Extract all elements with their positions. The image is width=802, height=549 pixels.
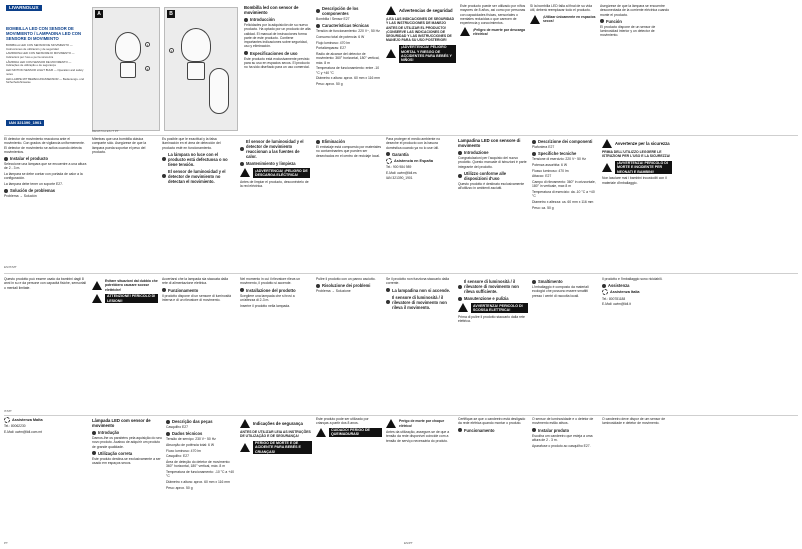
band-2 [4,137,798,270]
paragraph: Certifique-se que o candeeiro está desligado da rede elétrica quando montar o produto. [458,417,526,426]
problem-heading: El sensor de luminosidad y el detector de movimiento reaccionan a las fuentes de calor. [240,139,310,159]
cover-line: BOMBILLA LED CON SENSOR DE MOVIMIENTO — Instrucciones de utilización y de seguridad [6,43,73,51]
page-folio: ES/IT/MT [4,265,17,269]
spec-row: Consumo total de potencia: 6 W [316,34,365,39]
paragraph: Plafoniera E27 [532,145,555,149]
es-safety-column-2 [460,4,526,134]
bullet-icon [316,284,320,288]
paragraph: Este produto pode ser utilizado por crianças a partir dos 8 anos. [316,417,369,426]
it-function-column [162,277,234,414]
section-heading: Solución de problemas [4,188,88,193]
section-title: Bombilla led con sensor de movimiento [244,5,299,15]
spec-row: Campo di rilevamento: 360° in orizzontale, 180° in verticale, max 8 m [532,180,596,189]
warning-icon [602,163,612,172]
service-title: Assistenza Malta [4,417,88,423]
service-line: Tel.: 900 984 989 [386,165,412,170]
pt-install-column [532,417,598,546]
warning-icon [602,139,612,148]
bullet-icon [244,18,248,22]
service-line: E-Mail: owim@lidl.com.mt [4,429,42,434]
spec-row: Tensão de serviço: 230 V~ 50 Hz [166,437,216,442]
step: Aparafuse o produto ao casquilho E27. [532,443,591,448]
it-spec-column [532,137,598,270]
section-heading: Descrizione dei componenti [532,139,598,144]
spec-row: Attacco: E27 [532,174,552,179]
warning-icon [386,6,396,15]
section-heading: Smaltimento [532,279,598,284]
paragraph: Para proteger el medio ambiente no deseche el producto con la basura doméstica cuando ya no lo use útil. [386,137,441,150]
warning-icon [530,15,540,24]
service-line: E-Mail: owim@lidl.es [386,170,417,175]
es-intro-column [244,4,312,134]
paragraph: Questo prodotto è destinato esclusivamente all'utilizzo in ambienti asciutti. [458,181,525,191]
paragraph: Nel momento in cui il rilevatore rileva un movimento, il prodotto si accende. [240,277,301,286]
spec-row: Tensione di esercizio: 220 V~ 50 Hz [532,157,586,162]
bullet-icon [532,140,536,144]
cover-line: LÂMPADA LED COM SENSOR DE MOVIMENTO — Indicações de utilização e de segurança [6,59,72,68]
step: Inserire il prodotto nella lampada. [240,303,291,308]
bullet-icon [166,432,170,436]
service-block [4,417,88,434]
spec-row: Tensión de funcionamiento: 220 V~, 50 Hz [316,29,380,34]
bullet-icon [240,288,244,292]
paragraph: Questo prodotto può essere usato da bambini dagli 8 anni in su e da persone con capacità fisiche, sensoriali o mentali limitate. [4,277,86,290]
service-line: IAN 321390_1901 [386,176,413,181]
bullet-icon [316,140,320,144]
warning-heading: ¡Utilizar únicamente en espacios secos! [530,15,596,24]
callout-3: 3 [170,49,173,53]
warning-heading: ¡Peligro de muerte por descarga eléctrica! [460,27,526,36]
paragraph: Casquilho E27 [166,425,189,429]
step: La lámpara debe tener un soporte E27. [4,182,64,187]
service-title: Assistenza Italia [602,289,672,295]
bulb-drawing [115,32,141,62]
fold-divider [4,273,798,274]
spec-row: Área de deteção do detetor de movimento: 360° horizontal, 180° vertical, máx. 8 m [166,460,231,469]
bullet-icon [532,280,536,284]
step: La lámpara se debe contar con portada de calor a la configuración. [4,172,83,181]
section-heading: Función [600,19,670,24]
section-heading: Funzionamento [162,288,234,293]
service-icon [4,417,10,423]
callout-1: 1 [146,43,149,47]
warning-icon [386,49,396,58]
step: Seleccione una lámpara que se encuentre a una altura de 2 - 3 m. [4,162,87,171]
section-heading: Garantía [386,152,452,157]
section-heading: Utilizzo conforme alle disposizioni d'uso [458,171,528,181]
alert-label: PERIGO DE MORTE E DE ACIDENTE PARA BEBÉS E CRIANÇAS! [240,441,312,455]
bullet-icon [386,152,390,156]
pt-spec-column [166,417,236,546]
figure-panel-a [92,7,160,131]
page-folio: IT/MT [4,409,12,413]
es-maintenance-column [240,137,310,270]
section-heading: Eliminación [316,139,382,144]
spec-row: Absorção de potência total: 6 W [166,442,215,447]
bullet-icon [386,288,390,292]
panel-letter: B [167,10,175,18]
spec-row: Diâmetro x altura: aprox. 60 mm x 116 mm [166,480,231,485]
paragraph: Se il prodotto non funziona staccarlo dalla corrente. [386,277,449,286]
warning-icon [240,419,250,428]
es-function-column [600,4,670,134]
alert-label: ¡AVVERTENZA! PERICOLO DI MORTE E INCIDENTE PER NEONATI E BAMBINI! [602,161,672,175]
paragraph: Bombilla / Sensor E27 [316,17,350,21]
alert-label: ATTENZIONE! PERICOLO DI LESIONI! [92,294,158,304]
step: Escolha um candeeiro que esteja a uma altura de 2 - 3 m. [532,433,593,442]
section-heading: Características técnicas [316,23,382,28]
bullet-icon [162,174,166,178]
warning-heading: Advertencias de seguridad [386,6,456,15]
section-title: Lâmpada LED com sensor de movimento [92,418,151,428]
cover-language-list [6,44,84,86]
spec-row: Temperatura de funcionamiento: entre -10 °C y +40 °C [316,66,380,75]
brand-logo: LIVARNOLUX [6,5,42,11]
bullet-icon [458,285,462,289]
paragraph: El embalaje está compuesto por materiales no contaminantes que pueden ser desechados en el centro de reciclaje local. [316,145,382,158]
it-service-column [602,277,672,414]
problem-heading: La lámpara no luce con el producto está defectuosa o no tiene tensión. [162,152,234,167]
paragraph: Es posible que le exactitud y la falsa iluminación en el área de detección del producto esté en funcionamiento. [162,137,221,150]
es-install-column [4,137,88,270]
paragraph: L'imballaggio è composto da materiali ecologici che possono essere smaltiti presso i centri di raccolta locali. [532,285,589,298]
paragraph: Congratulazioni per l'acquisto del nuovo prodotto. Questo manuale di istruzioni è parte integrante del prodotto. [458,156,527,169]
it-maintenance-column [458,277,528,414]
cover-title: BOMBILLA LED CON SENSOR DE MOVIMIENTO / LAMPADINA LED CON SENSORE DI MOVIMENTO [6,26,82,41]
paragraph: ¡LEA LAS INDICACIONES DE SEGURIDAD Y LAS INSTRUCCIONES DE MANEJO ANTES DE UTILIZAR EL PRODUCTO! ¡CONSERVE LAS INDICACIONES DE SEGURIDAD Y LAS INSTRUCCIONES DE MANEJO PARA SU USO POSTERIOR! [386,17,455,43]
bullet-icon [240,147,244,151]
pt-intro-column [92,417,162,546]
bullet-icon [162,157,166,161]
section-heading: Descrição das peças [166,419,236,424]
alert-label: ¡ADVERTENCIA! ¡PELIGRO DE DESCARGA ELÉCTRICA! [240,168,310,178]
page-folio: PT [4,541,8,545]
section-heading: Funcionamento [458,428,528,433]
section-heading: Risoluzione dei problemi [316,283,382,288]
warning-icon [240,168,250,177]
section-heading: Utilização correta [92,451,162,456]
paragraph: Accertarsi che la lampada sia staccata dalla rete di alimentazione elettrica. [162,277,228,286]
callout-2: 2 [146,67,149,71]
es-safety-column-3 [530,4,596,134]
bulb-drawing [181,28,211,62]
section-heading: Installazione del prodotto [240,288,310,293]
mt-service-column [4,417,88,546]
lamp-holder-drawing [209,68,229,114]
paragraph: El producto dispone de un sensor de luminosidad interior y un detector de movimiento. [600,24,656,38]
it-safety-column-2 [4,277,88,414]
it-safety-column [602,137,672,270]
paragraph: Problema → Soluzione [316,289,351,294]
warning-icon [240,443,250,452]
warning-icon [460,27,470,36]
paragraph: Prima di pulire il prodotto staccarlo dalla rete elettrica. [458,314,525,323]
warning-heading: Perigo de morte por choque elétrico! [386,419,452,428]
spec-row: Diámetro x altura: aprox. 60 mm x 116 mm [316,76,381,81]
it-problems-column [386,277,452,414]
section-heading: Mantenimiento y limpieza [240,161,310,166]
pt-function-column [458,417,528,546]
bullet-icon [458,428,462,432]
bulb-base-drawing [187,62,205,80]
paragraph: Mientras que una bombilla clásica comparte sólo. Asegúrese de que la lámpara pueda soportar el peso del producto. [92,137,147,154]
paragraph: Asegúrese de que la lámpara se encuentre desconectada de la corriente eléctrica cuando monte el producto. [600,4,670,17]
warning-heading: Avvertenze per la sicurezza [602,139,672,148]
it-troubleshooting-column [316,277,382,414]
bullet-icon [386,300,390,304]
figure-panel-b [164,7,238,131]
panel-letter: A [95,10,103,18]
spec-row: Peso: ca. 50 g [532,205,554,210]
fold-divider [4,415,798,416]
bullet-icon [532,152,536,156]
paragraph: Felicidades por la adquisición de su nuevo producto. Ha optado por un producto de alta calidad. El manual de instrucciones forma parte de este producto. Contiene importantes indicaciones sobre seguridad, uso y eliminación. [244,23,311,49]
page-folio: ES/PT [404,541,413,545]
es-column-c [162,137,234,270]
es-spec-column [316,4,382,134]
spec-row: Portalámparas: E27 [316,46,346,51]
paragraph: Damos-lhe os parabéns pela aquisição do seu novo produto. Acabou de adquirir um produto de grande qualidade. [92,436,162,449]
bullet-icon [4,157,8,161]
section-heading: Manutenzione e pulizia [458,296,528,301]
section-heading: Assistenza [602,283,672,288]
section-heading: Specifiche tecniche [532,151,598,156]
bullet-icon [92,451,96,455]
bullet-icon [458,297,462,301]
cover-line: LED MOTION SENSOR LIGHT BULB — Operation and safety notes [6,68,84,76]
bullet-icon [600,19,604,23]
bullet-icon [458,151,462,155]
pt-safety-column-2 [316,417,382,546]
es-column-b [92,137,158,270]
spec-row: Potenza assorbita: 6 W [532,162,568,167]
spec-row: Peso: aprox. 50 g [166,485,193,490]
warning-heading: Evitare situazioni dal dubbio che potrebbero causare scosse elettriche! [92,279,158,292]
problem-heading: Il sensore di luminosità / il rilevatore di movimento non rileva sufficiente. [458,279,528,294]
warning-icon [316,428,326,437]
bullet-icon [162,288,166,292]
paragraph: ANTES DE UTILIZAR LEIA AS INSTRUÇÕES DE UTILIZAÇÃO E DE SEGURANÇA! [240,430,311,439]
paragraph: Problema → Solución [4,194,37,199]
bulb-base-drawing [120,62,136,78]
warning-icon [92,281,102,290]
warning-icon [92,294,102,303]
paragraph: El detector de movimiento reacciona ante el movimiento. Con grados de vigilancia uniformemente. El detector de movimiento se activa cuando detecta movimientos. [4,137,85,154]
paragraph: PRIMA DELL'UTILIZZO LEGGERE LE ISTRUZIONI PER L'USO E LA SICUREZZA! [602,150,671,159]
fold-divider [4,135,798,136]
it-intro-column [458,137,528,270]
bullet-icon [240,162,244,166]
bullet-icon [316,24,320,28]
it-safety-column-3 [92,277,158,414]
service-title: Asistencia en España [386,158,452,164]
bullet-icon [316,9,320,13]
paragraph: Si la bombilla LED falla al final de su vida útil, deberá reemplazar todo el producto. [530,4,593,13]
section-heading: Introdução [92,430,162,435]
band-cover [4,4,798,134]
section-heading: Descripción de los componentes [316,6,382,16]
pt-safety-column [240,417,312,546]
service-line: Tel.: 800781188 [602,296,626,301]
section-heading: Especificaciones de uso [244,51,312,56]
warning-icon [458,303,468,312]
bullet-icon [166,420,170,424]
bullet-icon [4,189,8,193]
service-line: E-Mail: owim@lidl.it [602,302,631,307]
ian-number: IAN 321390_1901 [6,120,44,126]
spec-row: Temperatura de funcionamento: -10 °C a +40 °C [166,470,234,479]
paragraph: Este produto destina-se exclusivamente a ser usado em espaços secos. [92,456,161,466]
paragraph: Antes da utilização, assegure-se de que a tensão da rede disponível coincide com a tensão de serviço necessária do produto. [386,430,450,443]
es-warranty-column [386,137,452,270]
service-line: Tel.: 80062230 [4,424,26,429]
paragraph: Il prodotto dispone di un sensore di luminosità interna e di un rilevatore di movimento. [162,293,231,302]
bullet-icon [532,428,536,432]
service-icon [386,158,392,164]
alert-label: AVVERTENZA! PERICOLO DI SCOSSA ELETTRICA! [458,303,528,313]
cover-column [4,4,88,134]
problem-heading: Il sensore di luminosità / il rilevatore di movimento non rileva il movimento. [386,295,452,310]
paragraph: O sensor de luminosidade e o detetor de movimento estão ativos. [532,417,594,426]
bullet-icon [244,51,248,55]
paragraph: O candeeiro deve dispor de um sensor de luminosidade e detetor de movimento. [602,417,666,426]
service-block [602,289,672,306]
spec-row: Fluxo luminoso: 470 lm [166,448,201,453]
cover-line: LAMPADINA LED CON SENSORE DI MOVIMENTO — Indicazioni per l'uso e per la sicurezza [6,51,75,59]
section-title: Lampadina LED con sensore di movimento [458,138,521,148]
section-heading: Introduzione [458,150,528,155]
spec-row: Radio de alcance del detector de movimiento: 360° horizontal, 180° vertical, máx. 8 m [316,52,380,65]
language-codes: DE/AT/CH ES IT PT [92,129,119,133]
it-disposal-column [532,277,598,414]
bullet-icon [92,431,96,435]
alert-label: ¡ADVERTENCIA! PELIGRO MORTAL Y RIESGO DE ACCIDENTES PARA BEBÉS Y NIÑOS! [386,45,456,63]
cover-line: LED-LAMPE MIT BEWEGUNGSSENSOR — Bedienungs- und Sicherheitshinweise [6,76,84,85]
spec-row: Peso: aprox. 50 g [316,82,343,86]
pt-safety-column-3 [386,417,452,546]
section-heading: Instalar el producto [4,156,88,161]
spec-row: Flujo luminoso: 470 lm [316,40,350,45]
band-4 [4,417,798,546]
section-heading: Dados técnicos [166,431,236,436]
spec-row: Flusso luminoso: 470 lm [532,168,569,173]
spec-row: Temperatura di esercizio: da -10 °C a +40 °C [532,190,595,199]
paragraph: Antes de limpiar el producto, desconéctelo de la red eléctrica. [240,179,309,188]
alert-label: CUIDADO! PERIGO DE QUEIMADURAS! [316,428,382,438]
step: Scegliere una lampada che si trovi a un'altezza di 2-3 m. [240,293,295,302]
paragraph: Non lasciare mai i bambini incustoditi con il materiale d'imballaggio. [602,176,667,185]
bullet-icon [458,174,462,178]
pt-column-end [602,417,672,546]
spec-row: Casquilho: E27 [166,454,189,459]
es-disposal-column [316,137,382,270]
problem-heading: El sensor de luminosidad y el detector de movimiento no detectan el movimiento. [162,169,234,184]
it-install-column [240,277,310,414]
service-block [386,158,452,181]
spec-row: Diametro x altezza: ca. 60 mm x 116 mm [532,200,594,205]
paragraph: Pulire il prodotto con un panno asciutto. [316,277,376,281]
paragraph: Este producto está exclusivamente previsto para su uso en espacios secos. El producto no ha sido diseñado para un uso comercial. [244,56,310,70]
section-heading: Instalar produto [532,428,598,433]
paragraph: Il prodotto e l'imballaggio sono riciclabili. [602,277,663,281]
es-safety-column [386,4,456,134]
warning-heading: Indicações de segurança [240,419,312,428]
section-heading: Introducción [244,17,312,22]
warning-icon [386,419,396,428]
bullet-icon [602,284,606,288]
service-icon [602,289,608,295]
paragraph: Este producto puede ser utilizado por niños mayores de 8 años, así como por personas con capacidades físicas, sensoriales o mentales reducidas o que carecen de experiencia y conocimientos. [460,4,526,26]
band-3 [4,277,798,414]
problem-heading: La lampadina non si accende. [386,288,452,293]
